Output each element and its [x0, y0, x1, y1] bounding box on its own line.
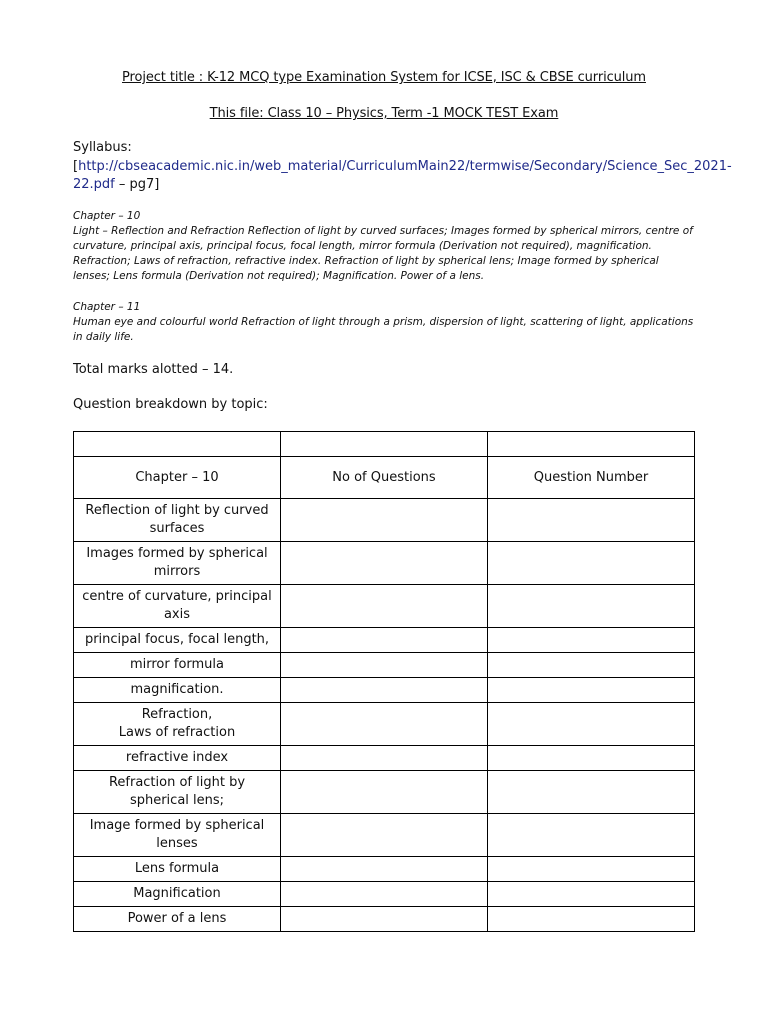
- question-number-cell[interactable]: [488, 746, 695, 771]
- question-number-cell[interactable]: [488, 907, 695, 932]
- num-questions-cell[interactable]: [281, 678, 488, 703]
- question-breakdown-table: [73, 431, 695, 932]
- project-title: Project title : K-12 MCQ type Examination System for ICSE, ISC & CBSE curriculum: [122, 70, 646, 85]
- table-row: [74, 814, 695, 857]
- table-row: [74, 678, 695, 703]
- num-questions-cell[interactable]: [281, 628, 488, 653]
- topic-cell: Reflection of light by curved surfaces: [74, 499, 281, 542]
- num-questions-cell[interactable]: [281, 814, 488, 857]
- header-chapter: Chapter – 10: [74, 457, 281, 499]
- table-row: [74, 907, 695, 932]
- table-row: [74, 628, 695, 653]
- question-number-cell[interactable]: [488, 814, 695, 857]
- table-row: [74, 585, 695, 628]
- num-questions-cell[interactable]: [281, 882, 488, 907]
- question-number-cell[interactable]: [488, 628, 695, 653]
- total-marks: Total marks alotted – 14.: [73, 362, 234, 377]
- question-number-cell[interactable]: [488, 703, 695, 746]
- question-number-cell[interactable]: [488, 857, 695, 882]
- question-number-cell[interactable]: [488, 653, 695, 678]
- topic-cell: Refraction of light by spherical lens;: [74, 771, 281, 814]
- topic-cell: refractive index: [74, 746, 281, 771]
- table-row: [74, 499, 695, 542]
- num-questions-cell[interactable]: [281, 542, 488, 585]
- table-empty-row: [74, 432, 695, 457]
- table-row: [74, 542, 695, 585]
- num-questions-cell[interactable]: [281, 907, 488, 932]
- num-questions-cell[interactable]: [281, 499, 488, 542]
- breakdown-label: Question breakdown by topic:: [73, 397, 268, 412]
- question-number-cell[interactable]: [488, 771, 695, 814]
- open-bracket: [: [73, 159, 79, 174]
- table-header-row: [74, 457, 695, 499]
- table-cell: [488, 432, 695, 457]
- chapter-10-heading: Chapter – 10: [73, 210, 141, 222]
- page-reference: – pg7]: [114, 177, 160, 192]
- topic-cell: Lens formula: [74, 857, 281, 882]
- topic-cell: Images formed by spherical mirrors: [74, 542, 281, 585]
- chapter-11-heading: Chapter – 11: [73, 301, 141, 313]
- table-cell: [281, 432, 488, 457]
- topic-cell: Magnification: [74, 882, 281, 907]
- topic-cell: Refraction, Laws of refraction: [74, 703, 281, 746]
- syllabus-link[interactable]: http://cbseacademic.nic.in/web_material/CurriculumMain22/termwise/Secondary/Science_Sec_2021-22.pdf: [73, 159, 732, 192]
- question-number-cell[interactable]: [488, 499, 695, 542]
- table-row: [74, 857, 695, 882]
- header-num-questions: No of Questions: [281, 457, 488, 499]
- chapter-10-text: Light – Reflection and Refraction Reflection of light by curved surfaces; Images formed by spherical mirrors, centre of curvature, principal axis, principal focus, focal length, mirror formula (Derivation not required), magnification. Refraction; Laws of refraction, refractive index. Refraction of light by spherical lens; Image formed by spherical lenses; Lens formula (Derivation not required); Magnification. Power of a lens.: [73, 225, 693, 282]
- topic-cell: Image formed by spherical lenses: [74, 814, 281, 857]
- syllabus-label: Syllabus:: [73, 140, 132, 155]
- table-row: [74, 703, 695, 746]
- topic-cell: mirror formula: [74, 653, 281, 678]
- num-questions-cell[interactable]: [281, 703, 488, 746]
- num-questions-cell[interactable]: [281, 746, 488, 771]
- table-row: [74, 882, 695, 907]
- header-question-number: Question Number: [488, 457, 695, 499]
- file-title: This file: Class 10 – Physics, Term -1 MOCK TEST Exam: [209, 106, 559, 121]
- topic-cell: magnification.: [74, 678, 281, 703]
- question-number-cell[interactable]: [488, 542, 695, 585]
- topic-cell: Power of a lens: [74, 907, 281, 932]
- num-questions-cell[interactable]: [281, 857, 488, 882]
- table-cell: [74, 432, 281, 457]
- table-row: [74, 771, 695, 814]
- topic-cell: centre of curvature, principal axis: [74, 585, 281, 628]
- num-questions-cell[interactable]: [281, 585, 488, 628]
- num-questions-cell[interactable]: [281, 771, 488, 814]
- table-row: [74, 746, 695, 771]
- syllabus-reference: [73, 158, 732, 194]
- chapter-11-text: Human eye and colourful world Refraction of light through a prism, dispersion of light, scattering of light, applications in daily life.: [73, 316, 694, 343]
- table-row: [74, 653, 695, 678]
- question-number-cell[interactable]: [488, 882, 695, 907]
- num-questions-cell[interactable]: [281, 653, 488, 678]
- question-number-cell[interactable]: [488, 678, 695, 703]
- topic-cell: principal focus, focal length,: [74, 628, 281, 653]
- question-number-cell[interactable]: [488, 585, 695, 628]
